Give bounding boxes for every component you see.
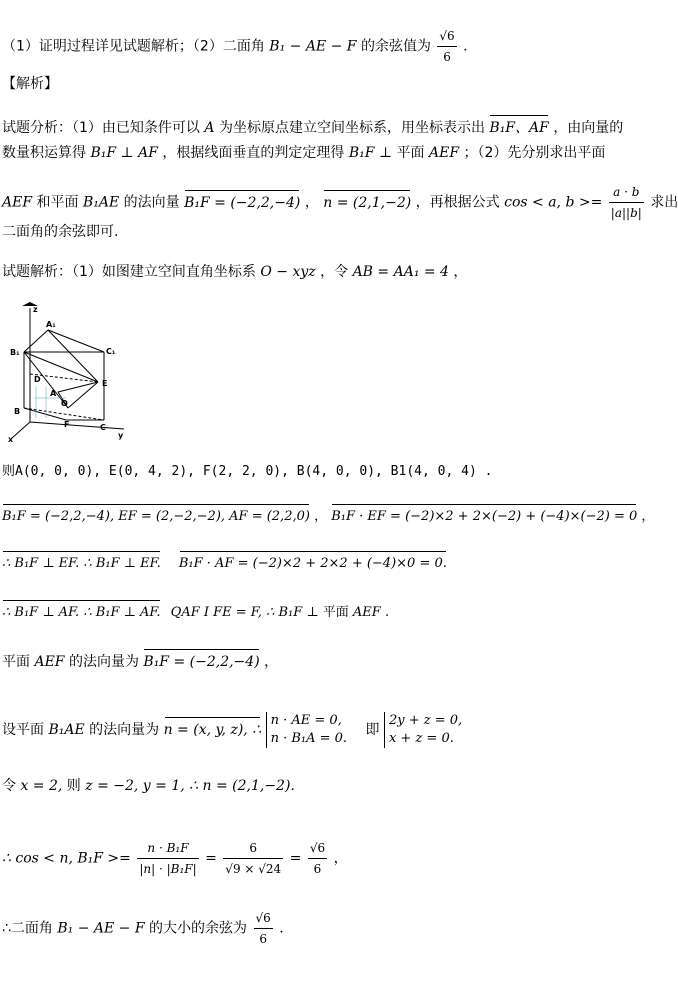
analysis-line-2: 数量积运算得 B₁F ⊥ AF ，根据线面垂直的判定定理得 B₁F ⊥ 平面 AEF ；（2）先分别求出平面 (2, 145, 606, 161)
label-C: C (100, 423, 106, 432)
label-A1: A₁ (46, 320, 56, 329)
solution-line-1: 试题解析：（1）如图建立空间直角坐标系 O − xyz ，令 AB = AA₁ = 4 ， (2, 264, 468, 280)
system-2: 2y + z = 0, x + z = 0. (384, 712, 462, 748)
final-fraction: $\frac{√6}{6}$ (254, 908, 273, 949)
prism-figure (6, 302, 130, 444)
solution-dot-line-1: B₁F = (−2,2,−4), EF = (2,−2,−2), AF = (2,2,0) ， B₁F · EF = (−2)×2 + 2×(−2) + (−4)×(−2) = 0 ， (2, 507, 654, 527)
cos-fraction-3: $\frac{√6}{6}$ (308, 838, 327, 879)
label-y: y (118, 431, 124, 440)
analysis-formula-fraction: $\frac{a \cdot b}{|a||b|}$ (609, 182, 644, 223)
label-B1: B₁ (10, 348, 20, 357)
answer-line (2, 26, 468, 67)
system-1: n · AE = 0, n · B₁A = 0. (266, 712, 347, 748)
solution-cos-line: ∴ cos < n, B₁F >= $\frac{\text{n · B₁F}}{\text{|n| · |B₁F|}}$ = $\frac{6}{√9 \times √24}$ = $\frac{√6}{6}$ ， (2, 838, 348, 879)
solution-normal-line: 平面 AEF 的法向量为 B₁F = (−2,2,−4) ， (2, 654, 279, 670)
cos-fraction-1: $\frac{\text{n · B₁F}}{\text{|n| · |B₁F|}}$ (137, 838, 198, 879)
label-A: A (50, 389, 57, 398)
solution-perp-line-2: ∴ B₁F ⊥ AF. ∴ B₁F ⊥ AF. QAF I FE = F, ∴ B₁F ⊥ 平面 AEF . (2, 603, 389, 623)
label-z: z (33, 305, 38, 314)
solution-perp-line-1: ∴ B₁F ⊥ EF. ∴ B₁F ⊥ EF. B₁F · AF = (−2)×2 + 2×2 + (−4)×0 = 0. (2, 554, 447, 574)
solution-let-line: 令 x = 2, 则 z = −2, y = 1, ∴ n = (2,1,−2). (2, 778, 295, 794)
answer-end: . (463, 38, 468, 55)
label-F: F (64, 420, 70, 429)
answer-fraction: $\frac{√6}{6}$ (437, 26, 456, 67)
answer-angle: B₁ − AE − F (269, 38, 357, 55)
solution-set-line: 设平面 B₁AE 的法向量为 n = (x, y, z), ∴ n · AE = 0, n · B₁A = 0. 即 2y + z = 0, x + z = 0. (2, 713, 463, 746)
section-title: 【解析】 (2, 76, 58, 92)
solution-coords: 则A(0, 0, 0), E(0, 4, 2), F(2, 2, 0), B(4, 0, 0), B1(4, 0, 4) . (2, 464, 493, 479)
cos-fraction-2: $\frac{6}{√9 \times √24}$ (223, 838, 283, 879)
label-E: E (102, 379, 108, 388)
answer-text-1: （1）证明过程详见试题解析；（2）二面角 (2, 38, 265, 55)
label-C1: C₁ (106, 347, 116, 356)
analysis-line-3: AEF 和平面 B₁AE 的法向量 B₁F = (−2,2,−4) ， n = (2,1,−2) ，再根据公式 cos < a, b >= $\frac{a \cdot b}{|a||b|}$ 求出 (2, 182, 678, 223)
analysis-line-1: 试题分析：（1）由已知条件可以 A 为坐标原点建立空间坐标系，用坐标表示出 B₁F、AF ，由向量的 (2, 120, 624, 136)
label-O: O (61, 399, 68, 408)
solution-final-line: ∴二面角 B₁ − AE − F 的大小的余弦为 $\frac{√6}{6}$ . (2, 908, 284, 949)
label-x: x (8, 435, 14, 444)
analysis-line-4: 二面角的余弦即可. (2, 224, 119, 240)
label-B: B (14, 407, 21, 416)
answer-text-2: 的余弦值为 (360, 38, 431, 55)
label-D: D (34, 375, 41, 384)
